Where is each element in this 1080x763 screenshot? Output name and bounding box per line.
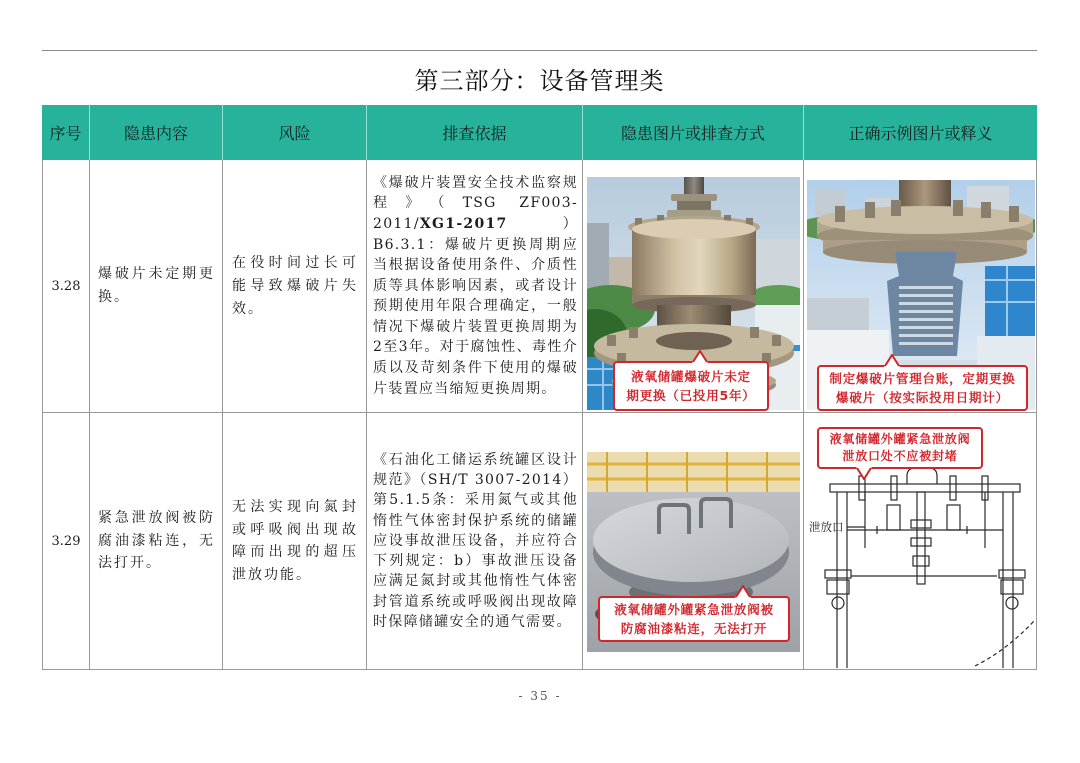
callout-line: 液氧储罐爆破片未定: [631, 369, 751, 384]
risk-text: 无法实现向氮封或呼吸阀出现故障而出现的超压泄放功能。: [232, 499, 358, 583]
basis-text: [373, 450, 578, 633]
callout-line: 液氧储罐外罐紧急泄放阀: [829, 432, 971, 446]
callout-line: 泄放口处不应被封堵: [842, 449, 958, 463]
basis-text-part: ）B6.3.1：爆破片更换周期应当根据设备使用条件、介质性质等具体影响因素，或者设计预期使用年限合理确定，一般情况下爆破片装置更换周期为2至3年。对于腐蚀性、毒性介质以及苛刻条件下使用的爆破片装置应当缩短更换周期。: [373, 215, 578, 397]
correct-callout: [817, 365, 1028, 411]
vent-outlet-label: 泄放口: [809, 520, 844, 534]
callout-pointer: [856, 467, 872, 480]
risk-text: 在役时间过长可能导致爆破片失效。: [232, 254, 358, 317]
row-3-28-risk: [222, 160, 366, 413]
hazard-text: 紧急泄放阀被防腐油漆粘连，无法打开。: [98, 510, 215, 572]
header-hazard-content: 隐患内容: [89, 105, 222, 160]
hazard-callout: [598, 596, 790, 642]
callout-line: 制定爆破片管理台账，定期更换: [829, 371, 1016, 386]
row-3-29-basis: [366, 413, 582, 670]
callout-pointer: [735, 585, 751, 598]
basis-text-bold-part: XG1-2017: [419, 215, 508, 232]
page-number: - 35 -: [518, 689, 562, 703]
row-3-28-basis: [366, 160, 582, 413]
row-3-29-serial: [42, 413, 89, 670]
header-risk: 风险: [222, 105, 366, 160]
hazard-callout: [613, 361, 769, 411]
correct-callout: [817, 427, 983, 469]
header-inspection-basis: 排查依据: [366, 105, 582, 160]
basis-text-part: 《爆破片装置安全技术监察规程》（TSG ZF003-2011/: [373, 174, 578, 232]
row-3-29-hazard: [89, 413, 222, 670]
serial-number: 3.28: [51, 278, 81, 294]
callout-line: 爆破片（按实际投用日期计）: [836, 390, 1009, 405]
callout-line: 液氧储罐外罐紧急泄放阀被: [614, 602, 774, 617]
callout-line: 防腐油漆粘连，无法打开: [620, 621, 768, 636]
header-hazard-image: 隐患图片或排查方式: [582, 105, 803, 160]
row-3-28-hazard: [89, 160, 222, 413]
section-title: 第三部分：设备管理类: [414, 66, 665, 95]
hazard-text: 爆破片未定期更换。: [98, 266, 215, 305]
callout-pointer: [692, 350, 708, 363]
serial-number: 3.29: [51, 533, 81, 549]
callout-pointer: [884, 354, 900, 367]
callout-line: 期更换（已投用5年）: [626, 388, 756, 403]
basis-text-part: 《石油化工储运系统罐区设计规范》（SH/T 3007-2014）第5.1.5条：采用氮气或其他惰性气体密封保护系统的储罐应设事故泄压设备，并应符合下列规定：b）事故泄压设备应满足氮封或其他惰性气体密封管道系统或呼吸阀出现故障时保障储罐安全的通气需要。: [373, 451, 578, 631]
header-correct-example: 正确示例图片或释义: [803, 105, 1037, 160]
row-3-29-risk: [222, 413, 366, 670]
top-rule: [42, 50, 1037, 51]
basis-text: [373, 173, 578, 400]
header-serial-number: 序号: [49, 124, 82, 143]
row-3-28-serial: [42, 160, 89, 413]
